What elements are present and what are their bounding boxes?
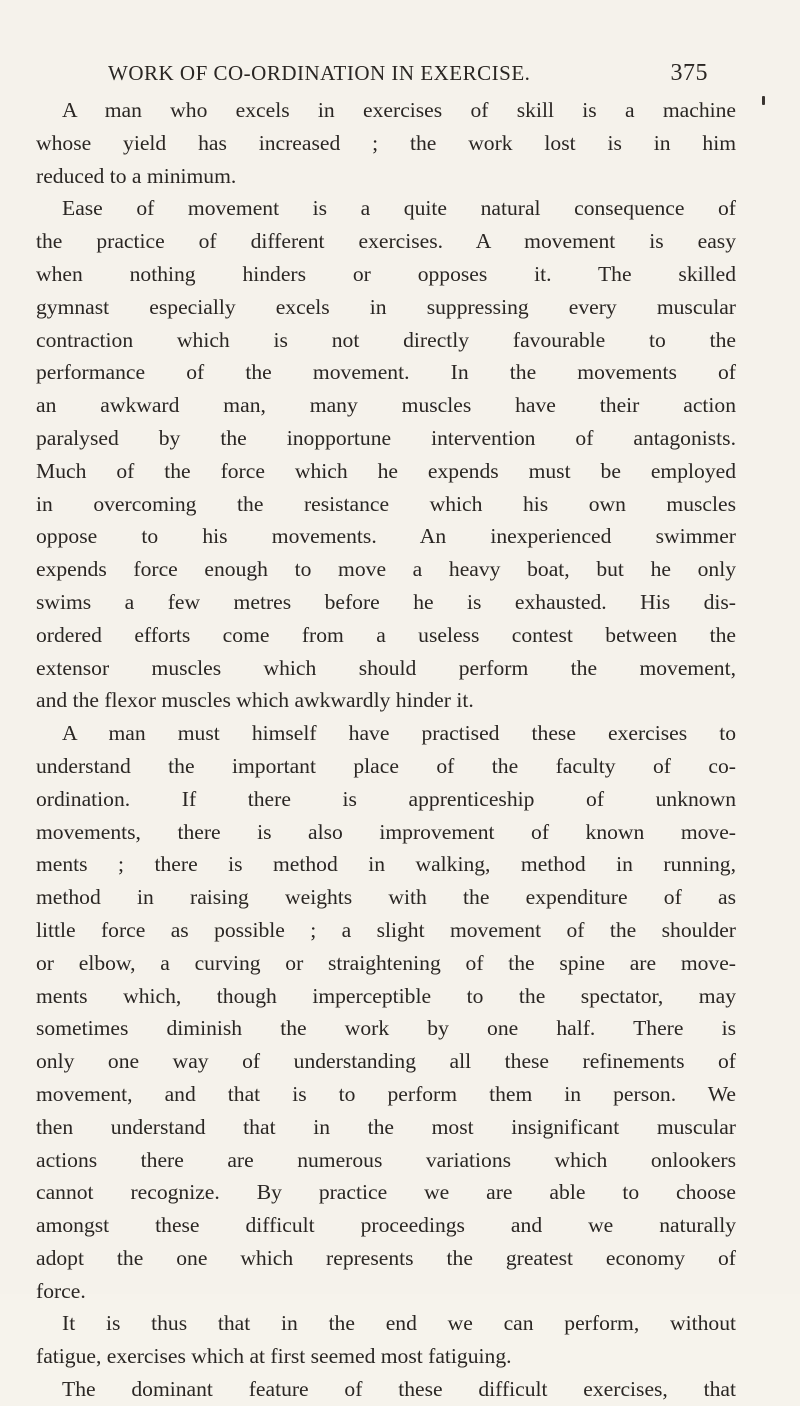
text-line: when nothing hinders or opposes it. The skilled: [36, 261, 736, 286]
text-line: actions there are numerous variations which onlookers: [36, 1147, 736, 1172]
text-line: understand the important place of the faculty of co-: [36, 753, 736, 778]
text-line: A man must himself have practised these exercises to: [62, 721, 736, 746]
running-head: [108, 56, 708, 90]
text-line: paralysed by the inopportune intervention of antagonists.: [36, 425, 736, 450]
text-line: extensor muscles which should perform the movement,: [36, 655, 736, 680]
text-line: the practice of different exercises. A movement is easy: [36, 229, 736, 254]
text-line: ordered efforts come from a useless contest between the: [36, 622, 736, 647]
text-line: or elbow, a curving or straightening of the spine are move-: [36, 950, 736, 975]
margin-mark: [762, 96, 765, 105]
text-line: swims a few metres before he is exhausted. His dis-: [36, 589, 736, 614]
text-line: contraction which is not directly favourable to the: [36, 327, 736, 352]
text-line: A man who excels in exercises of skill is a machine: [62, 98, 736, 122]
text-line: The dominant feature of these difficult exercises, that: [62, 1377, 736, 1402]
text-line: ments ; there is method in walking, method in running,: [36, 852, 736, 877]
text-line: cannot recognize. By practice we are able to choose: [36, 1180, 736, 1205]
text-line: movements, there is also improvement of known move-: [36, 819, 736, 844]
body-text: [36, 94, 736, 1406]
page-number: 375: [670, 60, 708, 86]
text-line: movement, and that is to perform them in person. We: [36, 1081, 736, 1106]
text-line: gymnast especially excels in suppressing every muscular: [36, 294, 736, 319]
text-line: expends force enough to move a heavy boat, but he only: [36, 557, 736, 582]
text-line: in overcoming the resistance which his own muscles: [36, 491, 736, 516]
running-head-title: WORK OF CO-ORDINATION IN EXERCISE.: [108, 61, 531, 85]
text-line: ments which, though imperceptible to the spectator, may: [36, 983, 736, 1008]
text-line: an awkward man, many muscles have their action: [36, 393, 736, 418]
text-line: It is thus that in the end we can perform, without: [62, 1311, 736, 1336]
text-line: reduced to a minimum.: [36, 163, 237, 188]
text-line: sometimes diminish the work by one half. There is: [36, 1016, 736, 1041]
text-line: oppose to his movements. An inexperienced swimmer: [36, 524, 736, 549]
text-line: Ease of movement is a quite natural consequence of: [62, 196, 736, 221]
text-line: force.: [36, 1278, 86, 1303]
text-line: ordination. If there is apprenticeship of unknown: [36, 786, 736, 811]
text-line: amongst these difficult proceedings and we naturally: [36, 1213, 736, 1238]
text-line: and the flexor muscles which awkwardly hinder it.: [36, 688, 474, 713]
text-line: only one way of understanding all these refinements of: [36, 1049, 736, 1074]
text-line: adopt the one which represents the greatest economy of: [36, 1245, 736, 1270]
text-line: whose yield has increased ; the work lost is in him: [36, 130, 736, 155]
text-line: little force as possible ; a slight movement of the shoulder: [36, 917, 736, 942]
text-line: performance of the movement. In the movements of: [36, 360, 736, 385]
text-line: then understand that in the most insignificant muscular: [36, 1114, 736, 1139]
text-line: method in raising weights with the expenditure of as: [36, 885, 736, 910]
text-line: fatigue, exercises which at first seemed most fatiguing.: [36, 1344, 512, 1369]
text-line: Much of the force which he expends must be employed: [36, 458, 736, 483]
